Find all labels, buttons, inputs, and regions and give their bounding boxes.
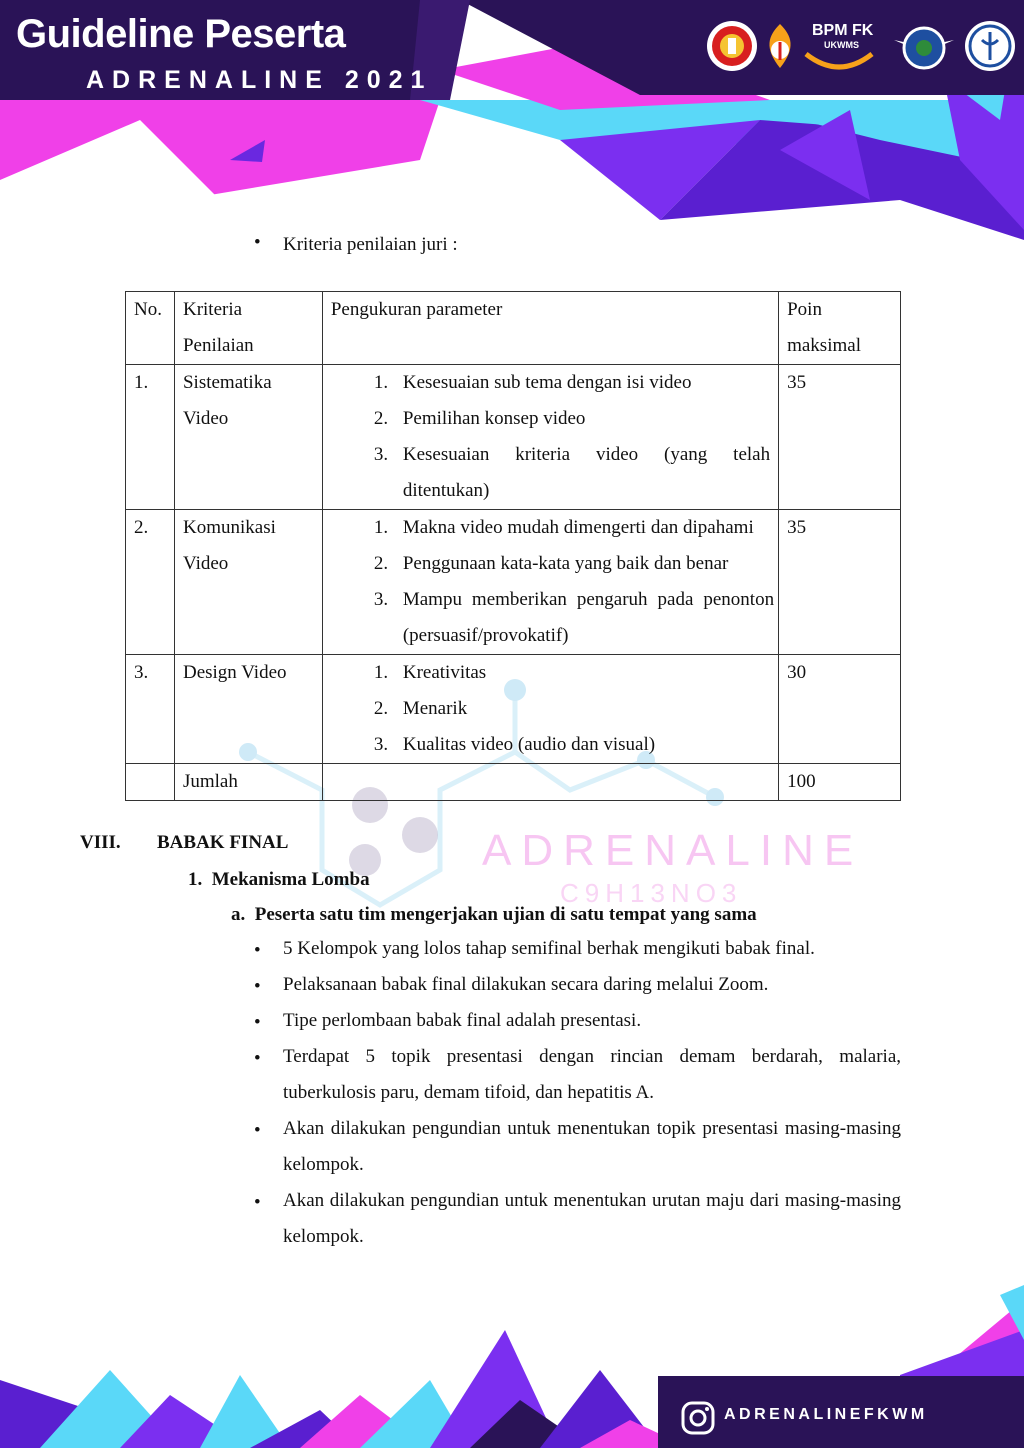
subsection-title: 1. Mekanisma Lomba <box>188 869 370 890</box>
bullet-dot: • <box>254 976 261 997</box>
section-title: BABAK FINAL <box>157 832 289 853</box>
bullet-dot: • <box>254 232 261 253</box>
bpm-logo-text: BPM FK <box>812 22 874 39</box>
list-item: Akan dilakukan pengundian untuk menentukan topik presentasi masing-masing kelompok. <box>283 1118 901 1175</box>
total-label: Jumlah <box>174 764 322 801</box>
bullet-dot: • <box>254 1048 261 1069</box>
criteria-intro: Kriteria penilaian juri : <box>283 234 458 255</box>
row-no: 2. <box>126 510 175 655</box>
bullet-dot: • <box>254 1012 261 1033</box>
header-kriteria: Kriteria Penilaian <box>174 292 322 365</box>
row-kriteria: Komunikasi Video <box>174 510 322 655</box>
header-no: No. <box>126 292 175 365</box>
header-poin: Poin maksimal <box>779 292 901 365</box>
bullet-dot: • <box>254 1120 261 1141</box>
instagram-handle[interactable]: ADRENALINEFKWM <box>724 1406 928 1423</box>
row-kriteria: Sistematika Video <box>174 365 322 510</box>
list-item: Tipe perlombaan babak final adalah presentasi. <box>283 1010 642 1031</box>
row-poin: 35 <box>779 510 901 655</box>
list-item: 2. Pemilihan konsep video <box>393 401 770 437</box>
header-parameter: Pengukuran parameter <box>322 292 778 365</box>
watermark-formula: C9H13NO3 <box>560 878 743 908</box>
list-item: Terdapat 5 topik presentasi dengan rincian demam berdarah, malaria, tuberkulosis paru, demam tifoid, dan hepatitis A. <box>283 1046 901 1103</box>
header-title: Guideline Peserta <box>16 12 346 56</box>
list-item: Akan dilakukan pengundian untuk menentukan urutan maju dari masing-masing kelompok. <box>283 1190 901 1247</box>
row-no: 1. <box>126 365 175 510</box>
row-no: 3. <box>126 655 175 764</box>
list-item: Pelaksanaan babak final dilakukan secara daring melalui Zoom. <box>283 974 769 995</box>
bullet-dot: • <box>254 1192 261 1213</box>
list-item: 2. Penggunaan kata-kata yang baik dan benar <box>393 546 774 582</box>
list-item: 1. Kreativitas <box>393 655 770 691</box>
bullet-dot: • <box>254 940 261 961</box>
list-item: 3. Kesesuaian kriteria video (yang telah ditentukan) <box>393 437 770 509</box>
list-item: 5 Kelompok yang lolos tahap semifinal berhak mengikuti babak final. <box>283 938 815 959</box>
row-poin: 30 <box>779 655 901 764</box>
instagram-icon[interactable] <box>680 1400 716 1436</box>
header-subtitle: ADRENALINE 2021 <box>86 66 433 94</box>
list-item: 2. Menarik <box>393 691 770 727</box>
total-value: 100 <box>779 764 901 801</box>
row-poin: 35 <box>779 365 901 510</box>
section-number: VIII. <box>80 832 121 853</box>
list-item: 1. Kesesuaian sub tema dengan isi video <box>393 365 770 401</box>
watermark-title: ADRENALINE <box>482 826 864 875</box>
subsubsection-title: a. Peserta satu tim mengerjakan ujian di satu tempat yang sama <box>231 904 757 925</box>
list-item: 3. Kualitas video (audio dan visual) <box>393 727 770 763</box>
bpm-logo-subtext: UKWMS <box>824 40 859 50</box>
row-kriteria: Design Video <box>174 655 322 764</box>
list-item: 3. Mampu memberikan pengaruh pada penonton (persuasif/provokatif) <box>393 582 774 654</box>
list-item: 1. Makna video mudah dimengerti dan dipahami <box>393 510 774 546</box>
